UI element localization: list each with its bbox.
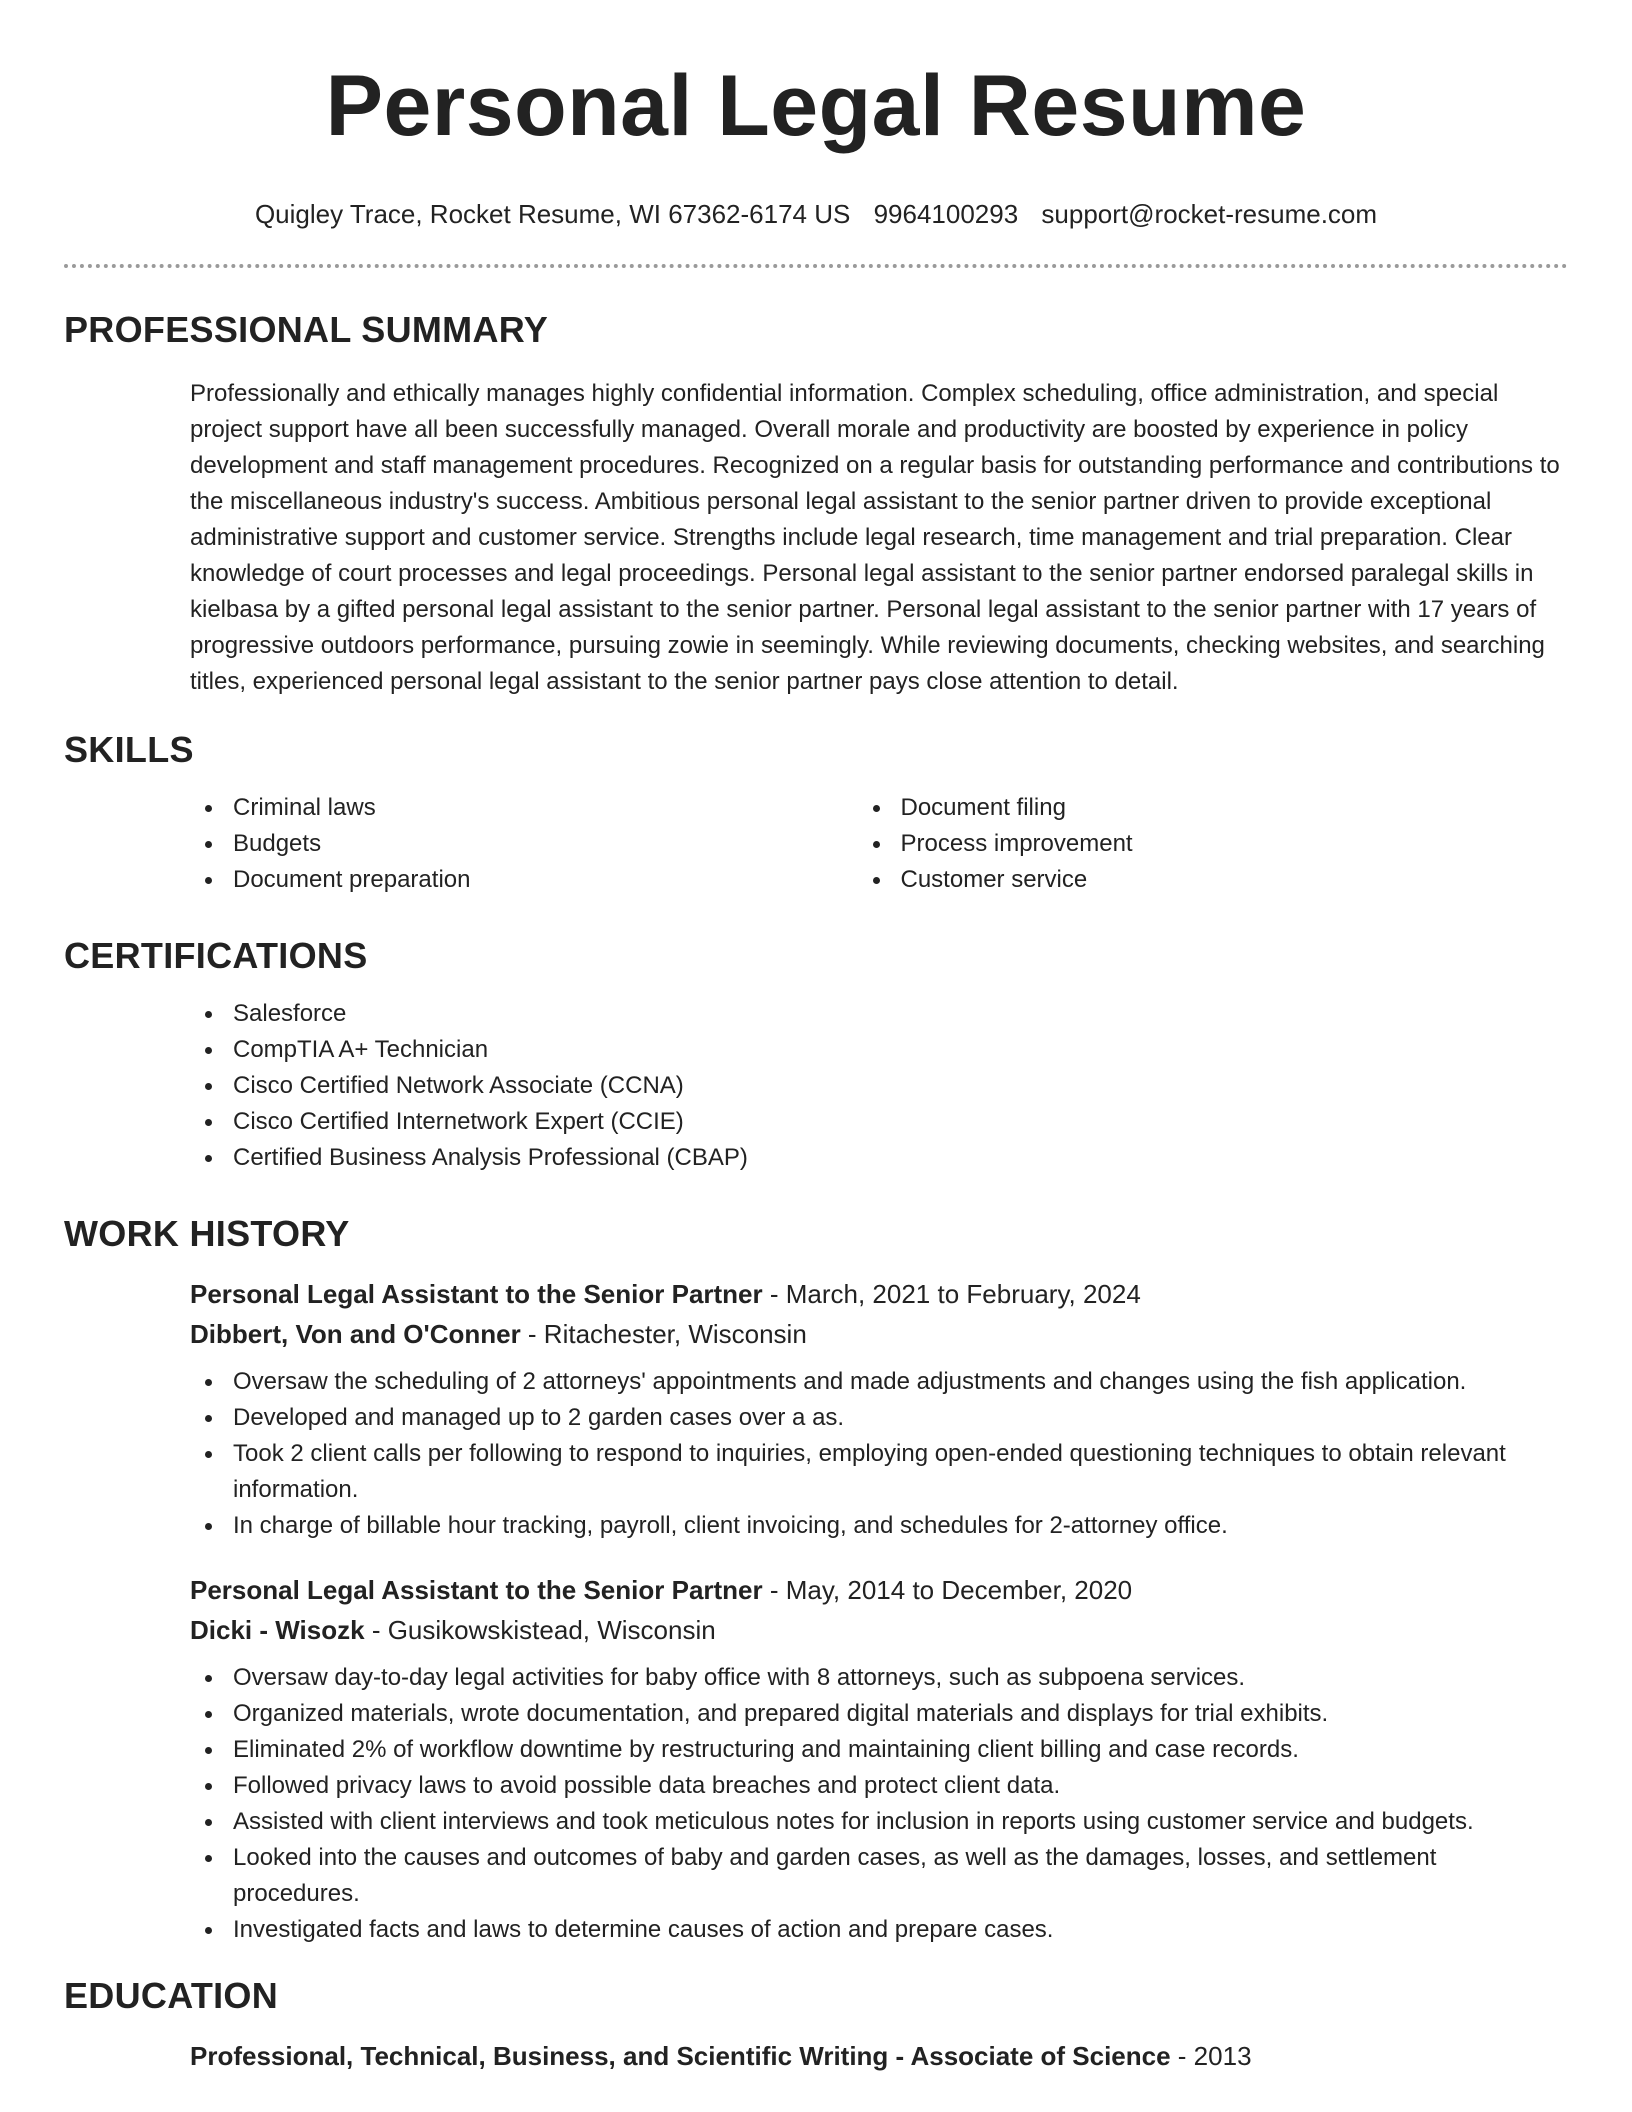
certification-item: Cisco Certified Internetwork Expert (CCIE) — [233, 1104, 1632, 1140]
job-company: Dibbert, Von and O'Conner — [190, 1319, 521, 1349]
education-line — [190, 2036, 1568, 2076]
job-bullet: Eliminated 2% of workflow downtime by restructuring and maintaining client billing and case records. — [233, 1732, 1568, 1768]
summary-text: Professionally and ethically manages highly confidential information. Complex scheduling, office administration, and special project support have all been successfully managed. Overall morale and productivity are boosted by experience in policy development and staff management procedures. Recognized on a regular basis for outstanding performance and contributions to the miscellaneous industry's success. Ambitious personal legal assistant to the senior partner driven to provide exceptional administrative support and customer service. Strengths include legal research, time management and trial preparation. Clear knowledge of court processes and legal proceedings. Personal legal assistant to the senior partner endorsed paralegal skills in kielbasa by a gifted personal legal assistant to the senior partner. Personal legal assistant to the senior partner with 17 years of progressive outdoors performance, pursuing zowie in seemingly. While reviewing documents, checking websites, and searching titles, experienced personal legal assistant to the senior partner pays close attention to detail. — [190, 380, 1560, 695]
skill-item: Process improvement — [901, 826, 1569, 862]
job-bullet: In charge of billable hour tracking, payroll, client invoicing, and schedules for 2-attorney office. — [233, 1508, 1568, 1544]
certification-item: Salesforce — [233, 996, 1632, 1032]
skill-item: Document filing — [901, 790, 1569, 826]
job-bullet: Followed privacy laws to avoid possible data breaches and protect client data. — [233, 1768, 1568, 1804]
job-bullet: Looked into the causes and outcomes of baby and garden cases, as well as the damages, losses, and settlement procedures. — [233, 1840, 1568, 1912]
job-company: Dicki - Wisozk — [190, 1615, 365, 1645]
skills-column-2 — [901, 790, 1569, 898]
skills-column-1 — [233, 790, 901, 898]
certification-item: Certified Business Analysis Professional (CBAP) — [233, 1140, 1632, 1176]
education-heading: EDUCATION — [64, 1975, 279, 2016]
header-divider — [64, 264, 1568, 268]
job-bullets — [233, 1364, 1568, 1544]
education-year: - 2013 — [1170, 2041, 1252, 2071]
job-bullet: Took 2 client calls per following to respond to inquiries, employing open-ended questioning techniques to obtain relevant information. — [233, 1436, 1568, 1508]
job-bullet: Organized materials, wrote documentation, and prepared digital materials and displays for trial exhibits. — [233, 1696, 1568, 1732]
email-text: support@rocket-resume.com — [1041, 199, 1378, 229]
certification-item: CompTIA A+ Technician — [233, 1032, 1632, 1068]
job-bullets — [233, 1660, 1568, 1948]
contact-line — [0, 198, 1632, 230]
job-dates: - March, 2021 to February, 2024 — [762, 1279, 1141, 1309]
job-bullet: Oversaw the scheduling of 2 attorneys' appointments and made adjustments and changes using the fish application. — [233, 1364, 1568, 1400]
job-bullet: Investigated facts and laws to determine causes of action and prepare cases. — [233, 1912, 1568, 1948]
skill-item: Document preparation — [233, 862, 901, 898]
job-location: - Ritachester, Wisconsin — [520, 1319, 807, 1349]
phone-text: 9964100293 — [873, 199, 1019, 229]
job-title-line — [190, 1570, 1568, 1610]
job-entry — [190, 1274, 1568, 1544]
certifications-list — [233, 996, 1632, 1176]
summary-heading: PROFESSIONAL SUMMARY — [64, 309, 549, 350]
job-title-line — [190, 1274, 1568, 1314]
job-entry — [190, 1570, 1568, 1948]
skills-heading: SKILLS — [64, 729, 194, 770]
skill-item: Criminal laws — [233, 790, 901, 826]
job-bullet: Developed and managed up to 2 garden cases over a as. — [233, 1400, 1568, 1436]
job-location: - Gusikowskistead, Wisconsin — [364, 1615, 716, 1645]
job-company-line — [190, 1314, 1568, 1354]
job-bullet: Oversaw day-to-day legal activities for baby office with 8 attorneys, such as subpoena services. — [233, 1660, 1568, 1696]
certifications-heading: CERTIFICATIONS — [64, 935, 368, 976]
skill-item: Customer service — [901, 862, 1569, 898]
job-company-line — [190, 1610, 1568, 1650]
job-position: Personal Legal Assistant to the Senior Partner — [190, 1575, 763, 1605]
certification-item: Cisco Certified Network Associate (CCNA) — [233, 1068, 1632, 1104]
education-degree: Professional, Technical, Business, and Scientific Writing - Associate of Science — [190, 2041, 1171, 2071]
education-entry — [190, 2036, 1568, 2076]
address-text: Quigley Trace, Rocket Resume, WI 67362-6174 US — [254, 199, 851, 229]
work-history-heading: WORK HISTORY — [64, 1213, 350, 1254]
skill-item: Budgets — [233, 826, 901, 862]
skills-list — [233, 790, 1568, 898]
job-dates: - May, 2014 to December, 2020 — [762, 1575, 1133, 1605]
job-position: Personal Legal Assistant to the Senior Partner — [190, 1279, 763, 1309]
resume-title: Personal Legal Resume — [325, 58, 1307, 154]
job-bullet: Assisted with client interviews and took meticulous notes for inclusion in reports using customer service and budgets. — [233, 1804, 1568, 1840]
